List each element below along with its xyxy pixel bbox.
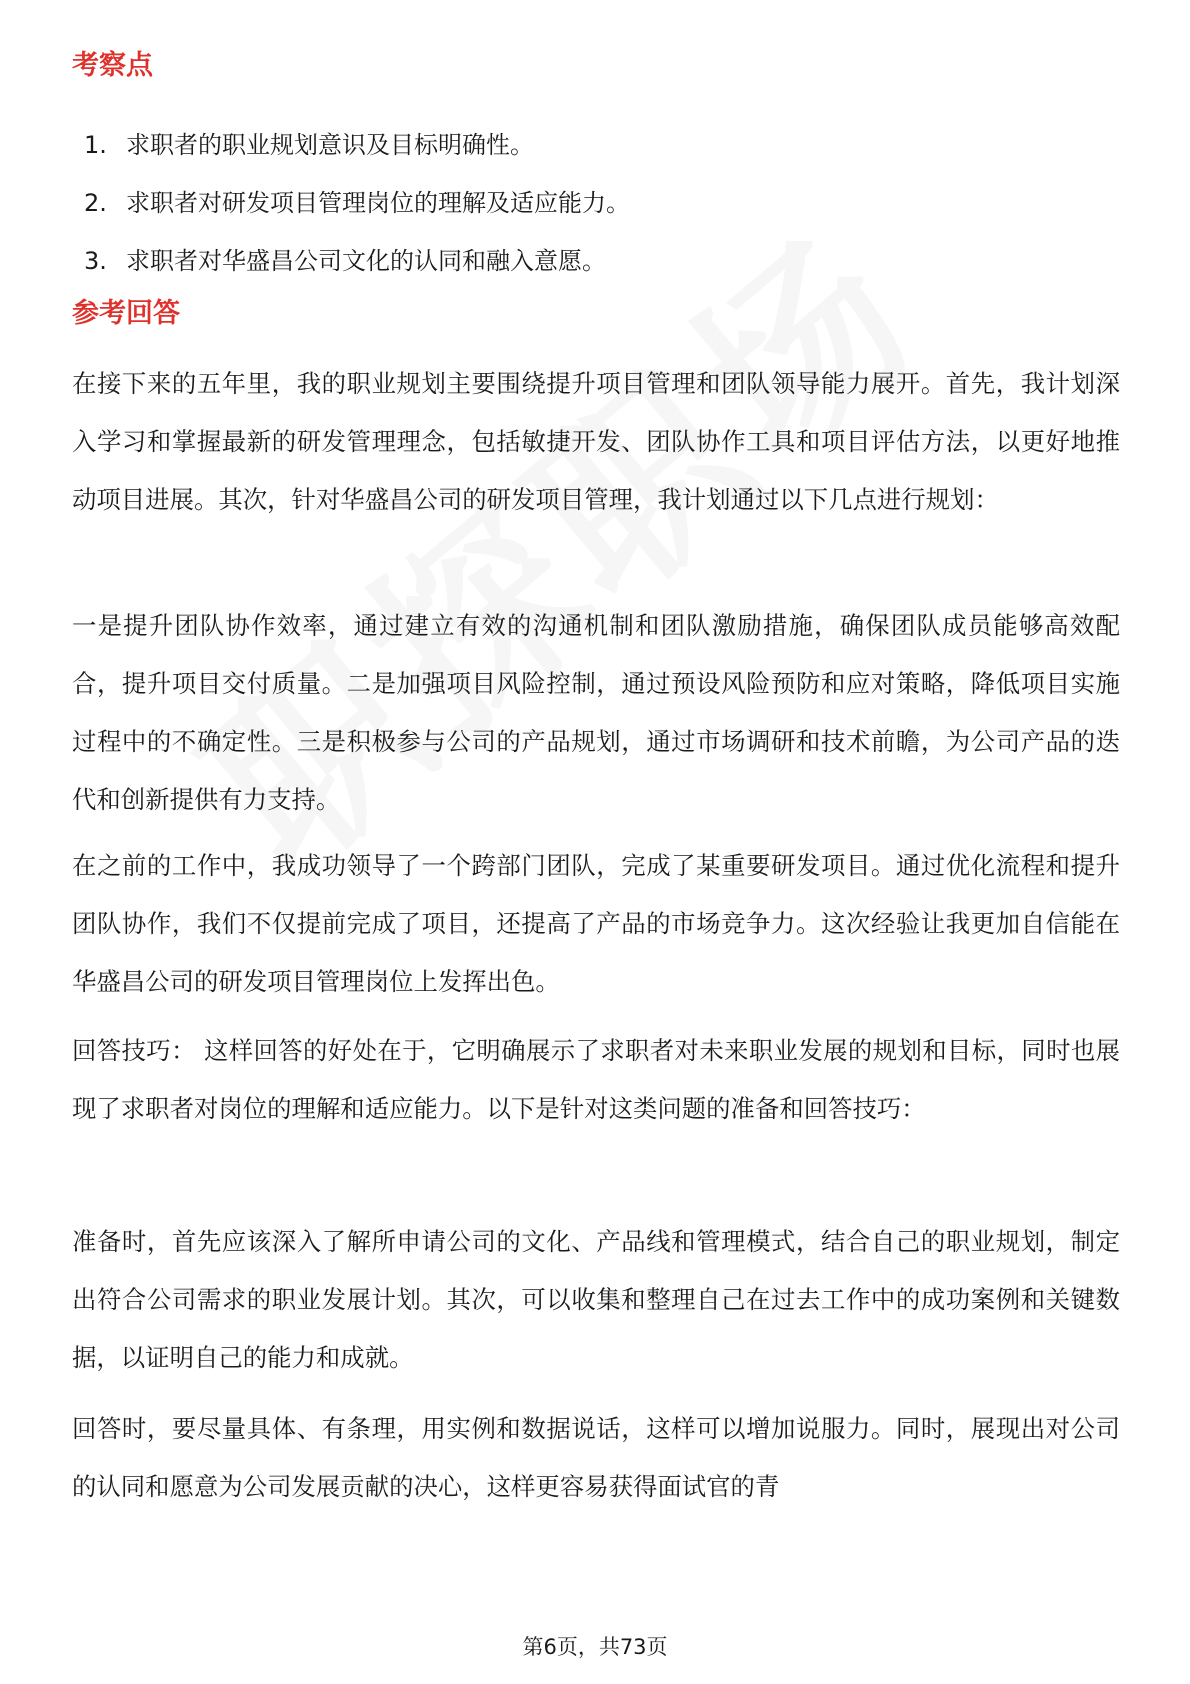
- list-item: [84, 128, 630, 186]
- list-item: [84, 186, 630, 244]
- paragraph: 在之前的工作中，我成功领导了一个跨部门团队，完成了某重要研发项目。通过优化流程和提升团队协作，我们不仅提前完成了项目，还提高了产品的市场竞争力。这次经验让我更加自信能在华盛昌公司的研发项目管理岗位上发挥出色。: [72, 851, 1120, 996]
- list-item-text: 求职者对华盛昌公司文化的认同和融入意愿。: [126, 247, 606, 275]
- paragraph: 在接下来的五年里，我的职业规划主要围绕提升项目管理和团队领导能力展开。首先，我计划深入学习和掌握最新的研发管理理念，包括敏捷开发、团队协作工具和项目评估方法，以更好地推动项目进展。其次，针对华盛昌公司的研发项目管理，我计划通过以下几点进行规划：: [72, 369, 1120, 514]
- page-number-footer: 第6页，共73页: [522, 1635, 668, 1659]
- paragraph: 回答技巧： 这样回答的好处在于，它明确展示了求职者对未来职业发展的规划和目标，同时也展现了求职者对岗位的理解和适应能力。以下是针对这类问题的准备和回答技巧：: [72, 1036, 1120, 1123]
- section-heading-reference-answer: 参考回答: [72, 298, 180, 329]
- list-item-number: 1.: [84, 131, 107, 159]
- list-item-number: 3.: [84, 247, 107, 275]
- paragraph: 回答时，要尽量具体、有条理，用实例和数据说话，这样可以增加说服力。同时，展现出对公司的认同和愿意为公司发展贡献的决心，这样更容易获得面试官的青: [72, 1414, 1120, 1501]
- list-item: [84, 244, 630, 302]
- list-item-text: 求职者对研发项目管理岗位的理解及适应能力。: [126, 189, 630, 217]
- paragraph: 准备时，首先应该深入了解所申请公司的文化、产品线和管理模式，结合自己的职业规划，制定出符合公司需求的职业发展计划。其次，可以收集和整理自己在过去工作中的成功案例和关键数据，以证明自己的能力和成就。: [72, 1227, 1120, 1372]
- list-item-text: 求职者的职业规划意识及目标明确性。: [126, 131, 534, 159]
- list-item-number: 2.: [84, 189, 107, 217]
- paragraph: 一是提升团队协作效率，通过建立有效的沟通机制和团队激励措施，确保团队成员能够高效配合，提升项目交付质量。二是加强项目风险控制，通过预设风险预防和应对策略，降低项目实施过程中的不确定性。三是积极参与公司的产品规划，通过市场调研和技术前瞻，为公司产品的迭代和创新提供有力支持。: [72, 611, 1120, 814]
- assessment-list: [84, 128, 630, 302]
- section-heading-assessment: 考察点: [72, 50, 153, 81]
